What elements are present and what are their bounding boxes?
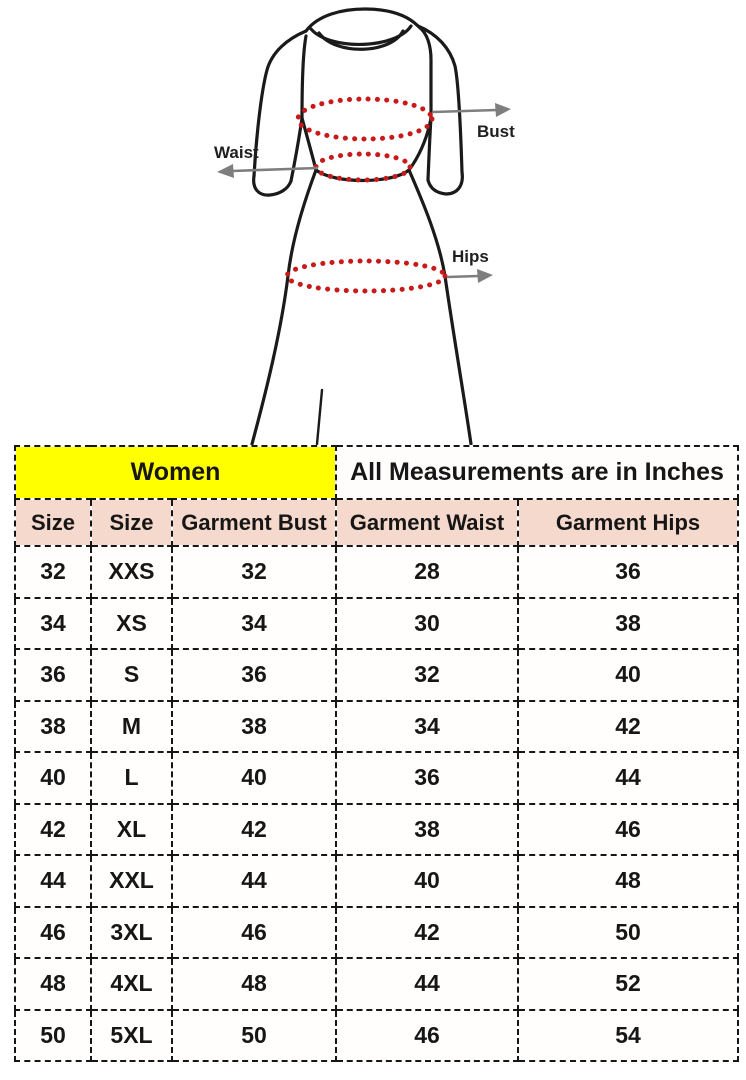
cell-size: 46 <box>15 907 91 959</box>
dress-outline <box>252 9 471 444</box>
cell-size-alpha: XS <box>91 598 172 650</box>
cell-size: 32 <box>15 546 91 598</box>
cell-garment-hips: 46 <box>518 804 738 856</box>
column-header-garment-hips: Garment Hips <box>518 499 738 546</box>
cell-garment-bust: 40 <box>172 752 336 804</box>
cell-garment-waist: 34 <box>336 701 518 753</box>
waist-measure-ellipse <box>316 154 410 180</box>
cell-size-alpha: 4XL <box>91 958 172 1010</box>
cell-size: 36 <box>15 649 91 701</box>
cell-garment-bust: 48 <box>172 958 336 1010</box>
table-row <box>15 546 738 598</box>
cell-garment-hips: 36 <box>518 546 738 598</box>
bust-arrow <box>433 103 511 117</box>
cell-garment-waist: 32 <box>336 649 518 701</box>
cell-size: 44 <box>15 855 91 907</box>
dress-measurement-diagram <box>0 0 746 445</box>
women-header-cell: Women <box>15 446 336 499</box>
cell-garment-hips: 50 <box>518 907 738 959</box>
cell-size: 34 <box>15 598 91 650</box>
cell-garment-hips: 44 <box>518 752 738 804</box>
cell-size-alpha: XL <box>91 804 172 856</box>
table-row <box>15 701 738 753</box>
cell-size: 50 <box>15 1010 91 1062</box>
column-header-row <box>15 499 738 546</box>
cell-garment-waist: 38 <box>336 804 518 856</box>
cell-size-alpha: 3XL <box>91 907 172 959</box>
cell-size: 48 <box>15 958 91 1010</box>
column-header-garment-waist: Garment Waist <box>336 499 518 546</box>
cell-garment-bust: 46 <box>172 907 336 959</box>
cell-size-alpha: L <box>91 752 172 804</box>
table-row <box>15 855 738 907</box>
cell-size-alpha: S <box>91 649 172 701</box>
cell-garment-waist: 46 <box>336 1010 518 1062</box>
cell-size-alpha: 5XL <box>91 1010 172 1062</box>
table-row <box>15 1010 738 1062</box>
cell-garment-bust: 36 <box>172 649 336 701</box>
hips-label: Hips <box>452 247 489 266</box>
cell-garment-waist: 42 <box>336 907 518 959</box>
column-header-size-numeric: Size <box>15 499 91 546</box>
cell-garment-bust: 34 <box>172 598 336 650</box>
cell-size: 40 <box>15 752 91 804</box>
table-row <box>15 958 738 1010</box>
cell-garment-hips: 48 <box>518 855 738 907</box>
cell-garment-bust: 42 <box>172 804 336 856</box>
waist-arrow <box>217 164 318 178</box>
table-title-row <box>15 446 738 499</box>
table-row <box>15 804 738 856</box>
cell-garment-hips: 38 <box>518 598 738 650</box>
cell-garment-waist: 44 <box>336 958 518 1010</box>
cell-garment-hips: 52 <box>518 958 738 1010</box>
table-row <box>15 907 738 959</box>
cell-size: 42 <box>15 804 91 856</box>
cell-garment-hips: 54 <box>518 1010 738 1062</box>
waist-label: Waist <box>214 143 259 162</box>
cell-garment-waist: 40 <box>336 855 518 907</box>
cell-garment-bust: 50 <box>172 1010 336 1062</box>
cell-garment-waist: 30 <box>336 598 518 650</box>
cell-garment-hips: 42 <box>518 701 738 753</box>
cell-garment-waist: 36 <box>336 752 518 804</box>
cell-garment-hips: 40 <box>518 649 738 701</box>
cell-garment-bust: 44 <box>172 855 336 907</box>
cell-size-alpha: XXS <box>91 546 172 598</box>
column-header-garment-bust: Garment Bust <box>172 499 336 546</box>
bust-measure-ellipse <box>298 99 432 139</box>
cell-garment-waist: 28 <box>336 546 518 598</box>
hips-arrow <box>447 269 493 283</box>
hips-measure-ellipse <box>287 261 445 291</box>
cell-garment-bust: 32 <box>172 546 336 598</box>
cell-size-alpha: M <box>91 701 172 753</box>
cell-size: 38 <box>15 701 91 753</box>
measurements-note-cell: All Measurements are in Inches <box>336 446 738 499</box>
bust-label: Bust <box>477 122 515 141</box>
column-header-size-alpha: Size <box>91 499 172 546</box>
cell-garment-bust: 38 <box>172 701 336 753</box>
size-table <box>14 445 739 1062</box>
table-row <box>15 598 738 650</box>
table-row <box>15 649 738 701</box>
cell-size-alpha: XXL <box>91 855 172 907</box>
table-row <box>15 752 738 804</box>
